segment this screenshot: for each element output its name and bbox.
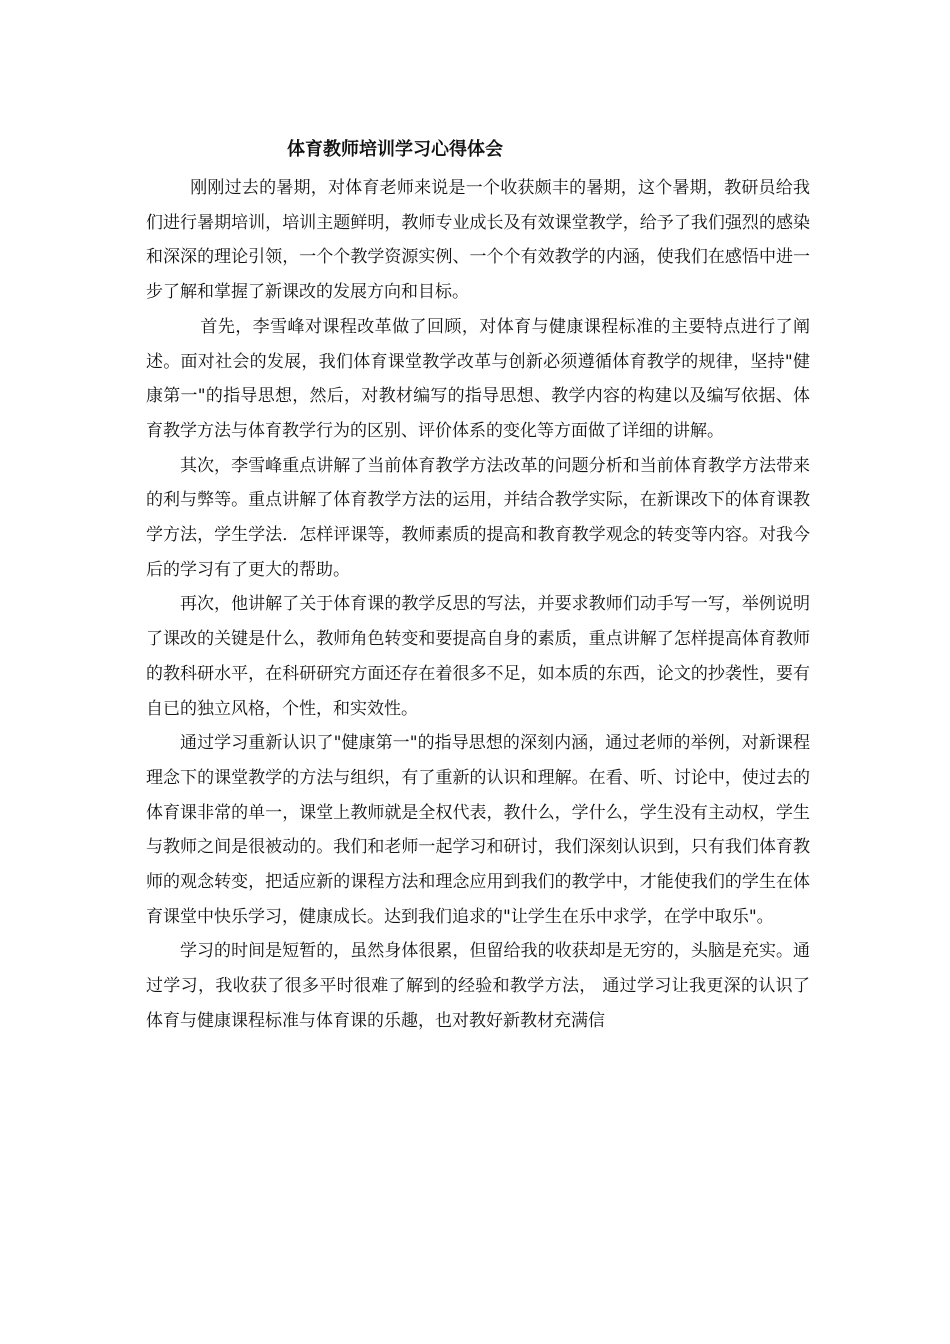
paragraph-conclusion: 学习的时间是短暂的，虽然身体很累，但留给我的收获却是无穷的，头脑是充实。通过学习，我收获了很多平时很难了解到的经验和教学方法， 通过学习让我更深的认识了体育与健康课程标准与体育课的乐趣，也对教好新教材充满信 bbox=[146, 941, 810, 1031]
document-title: 体育教师培训学习心得体会 bbox=[287, 139, 503, 160]
paragraph-second: 其次，李雪峰重点讲解了当前体育教学方法改革的问题分析和当前体育教学方法带来的利与弊等。重点讲解了体育教学方法的运用，并结合教学实际，在新课改下的体育课教学方法，学生学法．怎样评课等，教师素质的提高和教育教学观念的转变等内容。对我今后的学习有了更大的帮助。 bbox=[146, 455, 810, 580]
paragraph-summer-training: 刚刚过去的暑期，对体育老师来说是一个收获颇丰的暑期，这个暑期，教研员给我们进行暑期培训，培训主题鲜明，教师专业成长及有效课堂教学，给予了我们强烈的感染和深深的理论引领，一个个教学资源实例、一个个有效教学的内涵，使我们在感悟中进一步了解和掌握了新课改的发展方向和目标。 bbox=[146, 178, 810, 303]
document-body bbox=[146, 171, 810, 1039]
paragraph-health-first: 通过学习重新认识了"健康第一"的指导思想的深刻内涵，通过老师的举例，对新课程理念下的课堂教学的方法与组织，有了重新的认识和理解。在看、听、讨论中，使过去的体育课非常的单一，课堂上教师就是全权代表，教什么，学什么，学生没有主动权，学生与教师之间是很被动的。我们和老师一起学习和研讨，我们深刻认识到，只有我们体育教师的观念转变，把适应新的课程方法和理念应用到我们的教学中，才能使我们的学生在体育课堂中快乐学习，健康成长。达到我们追求的"让学生在乐中求学，在学中取乐"。 bbox=[146, 733, 810, 927]
paragraph-first: 首先，李雪峰对课程改革做了回顾，对体育与健康课程标准的主要特点进行了阐述。面对社会的发展，我们体育课堂教学改革与创新必须遵循体育教学的规律，坚持"健康第一"的指导思想，然后，对教材编写的指导思想、教学内容的构建以及编写依据、体育教学方法与体育教学行为的区别、评价体系的变化等方面做了详细的讲解。 bbox=[146, 316, 810, 441]
paragraph-third: 再次，他讲解了关于体育课的教学反思的写法，并要求教师们动手写一写，举例说明了课改的关键是什么，教师角色转变和要提高自身的素质，重点讲解了怎样提高体育教师的教科研水平，在科研研究方面还存在着很多不足，如本质的东西，论文的抄袭性，要有自已的独立风格，个性，和实效性。 bbox=[146, 594, 810, 719]
